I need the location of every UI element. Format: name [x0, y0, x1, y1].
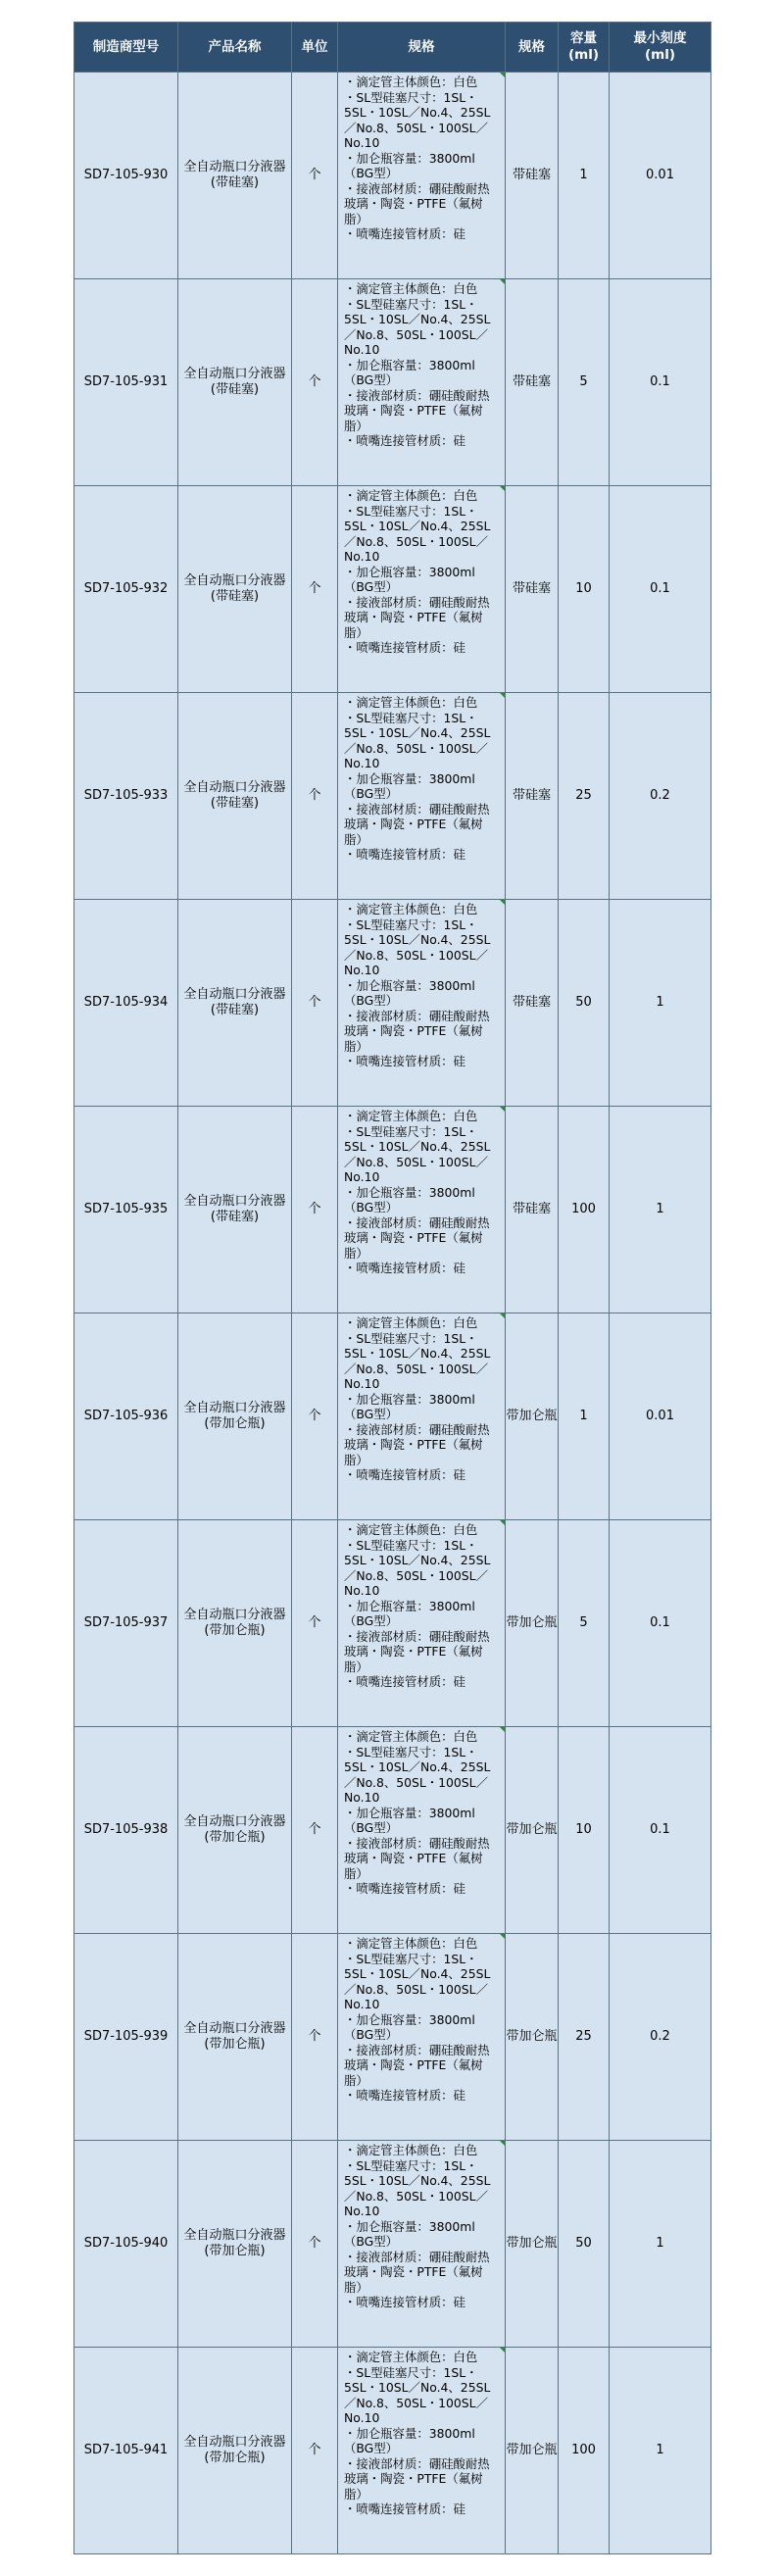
cell-capacity: 5: [559, 1520, 610, 1727]
product-name-line1: 全自动瓶口分液器: [183, 2228, 286, 2243]
spec-line: ・加仑瓶容量：3800ml（BG型）: [344, 2218, 475, 2249]
product-name-line2: (带加仑瓶): [204, 1830, 266, 1845]
cell-spec: [338, 693, 506, 900]
cell-capacity: 5: [559, 279, 610, 486]
cell-unit: 个: [292, 2141, 338, 2348]
cell-capacity: 50: [559, 900, 610, 1107]
cell-product-name: [178, 1107, 292, 1313]
cell-spec: [338, 279, 506, 486]
product-name-line2: (带加仑瓶): [204, 1623, 266, 1638]
cell-product-name: [178, 279, 292, 486]
cell-capacity: 50: [559, 2141, 610, 2348]
spec-line: ・SL型硅塞尺寸：1SL・5SL・10SL／No.4、25SL／No.8、50SL・100SL／No.10: [344, 1744, 491, 1805]
header-spec-type: 规格: [506, 23, 559, 73]
spec-line: ・喷嘴连接管材质：硅: [344, 640, 466, 655]
spec-line: ・滴定管主体颜色：白色: [344, 1109, 478, 1123]
spec-line: ・接液部材质：硼硅酸耐热玻璃・陶瓷・PTFE（氟树脂）: [344, 594, 490, 640]
spec-line: ・喷嘴连接管材质：硅: [344, 1054, 466, 1068]
table-row: [74, 2348, 711, 2554]
spec-line: ・SL型硅塞尺寸：1SL・5SL・10SL／No.4、25SL／No.8、50SL・100SL／No.10: [344, 89, 491, 150]
cell-spec: [338, 2348, 506, 2554]
spec-line: ・加仑瓶容量：3800ml（BG型）: [344, 150, 475, 180]
cell-min-scale: 1: [610, 1107, 711, 1313]
spec-line: ・喷嘴连接管材质：硅: [344, 847, 466, 862]
product-spec-table: [74, 22, 711, 2554]
cell-spec-type: 带硅塞: [506, 486, 559, 693]
cell-unit: 个: [292, 73, 338, 279]
cell-min-scale: 0.1: [610, 1520, 711, 1727]
spec-line: ・滴定管主体颜色：白色: [344, 1936, 478, 1951]
product-name-line1: 全自动瓶口分液器: [183, 160, 286, 174]
spec-line: ・加仑瓶容量：3800ml（BG型）: [344, 2011, 475, 2042]
cell-unit: 个: [292, 1934, 338, 2141]
spec-line: ・滴定管主体颜色：白色: [344, 902, 478, 916]
cell-min-scale: 1: [610, 2141, 711, 2348]
cell-model: SD7-105-930: [74, 73, 178, 279]
spec-line: ・SL型硅塞尺寸：1SL・5SL・10SL／No.4、25SL／No.8、50SL・100SL／No.10: [344, 2157, 491, 2218]
product-name-line2: (带硅塞): [210, 175, 260, 190]
cell-unit: 个: [292, 1107, 338, 1313]
header-model: 制造商型号: [74, 23, 178, 73]
cell-spec-type: 带加仑瓶: [506, 2348, 559, 2554]
cell-capacity: 10: [559, 1727, 610, 1934]
cell-spec-type: 带硅塞: [506, 1107, 559, 1313]
cell-product-name: [178, 1934, 292, 2141]
product-name-line1: 全自动瓶口分液器: [183, 2435, 286, 2450]
cell-product-name: [178, 693, 292, 900]
cell-min-scale: 1: [610, 2348, 711, 2554]
spec-line: ・SL型硅塞尺寸：1SL・5SL・10SL／No.4、25SL／No.8、50SL・100SL／No.10: [344, 2364, 491, 2425]
cell-spec: [338, 486, 506, 693]
cell-capacity: 25: [559, 693, 610, 900]
cell-min-scale: 0.1: [610, 279, 711, 486]
header-spec: 规格: [338, 23, 506, 73]
cell-model: SD7-105-941: [74, 2348, 178, 2554]
cell-unit: 个: [292, 1727, 338, 1934]
spec-line: ・喷嘴连接管材质：硅: [344, 226, 466, 241]
product-name-line2: (带加仑瓶): [204, 2037, 266, 2052]
table-row: [74, 486, 711, 693]
cell-product-name: [178, 2141, 292, 2348]
header-product-name: 产品名称: [178, 23, 292, 73]
cell-capacity: 10: [559, 486, 610, 693]
cell-spec: [338, 1520, 506, 1727]
cell-model: SD7-105-931: [74, 279, 178, 486]
spec-line: ・滴定管主体颜色：白色: [344, 2143, 478, 2157]
cell-product-name: [178, 900, 292, 1107]
cell-spec: [338, 2141, 506, 2348]
spec-line: ・SL型硅塞尺寸：1SL・5SL・10SL／No.4、25SL／No.8、50SL・100SL／No.10: [344, 1123, 491, 1184]
product-name-line2: (带硅塞): [210, 1003, 260, 1017]
spec-line: ・SL型硅塞尺寸：1SL・5SL・10SL／No.4、25SL／No.8、50SL・100SL／No.10: [344, 1951, 491, 2011]
spec-line: ・加仑瓶容量：3800ml（BG型）: [344, 770, 475, 801]
spec-line: ・滴定管主体颜色：白色: [344, 1522, 478, 1537]
table-row: [74, 693, 711, 900]
cell-spec-type: 带加仑瓶: [506, 1727, 559, 1934]
spec-line: ・滴定管主体颜色：白色: [344, 2350, 478, 2364]
cell-spec: [338, 1313, 506, 1520]
table-row: [74, 1313, 711, 1520]
cell-unit: 个: [292, 900, 338, 1107]
cell-spec-type: 带硅塞: [506, 693, 559, 900]
spec-line: ・加仑瓶容量：3800ml（BG型）: [344, 1391, 475, 1421]
product-name-line1: 全自动瓶口分液器: [183, 2021, 286, 2036]
header-unit: 单位: [292, 23, 338, 73]
spec-line: ・喷嘴连接管材质：硅: [344, 1881, 466, 1896]
cell-min-scale: 0.1: [610, 486, 711, 693]
cell-capacity: 1: [559, 1313, 610, 1520]
spec-line: ・加仑瓶容量：3800ml（BG型）: [344, 357, 475, 387]
spec-line: ・喷嘴连接管材质：硅: [344, 1261, 466, 1275]
cell-unit: 个: [292, 1313, 338, 1520]
spec-line: ・SL型硅塞尺寸：1SL・5SL・10SL／No.4、25SL／No.8、50SL・100SL／No.10: [344, 503, 491, 564]
cell-model: SD7-105-937: [74, 1520, 178, 1727]
spec-line: ・加仑瓶容量：3800ml（BG型）: [344, 564, 475, 594]
spec-line: ・接液部材质：硼硅酸耐热玻璃・陶瓷・PTFE（氟树脂）: [344, 1628, 490, 1674]
spec-line: ・滴定管主体颜色：白色: [344, 488, 478, 503]
spec-line: ・接液部材质：硼硅酸耐热玻璃・陶瓷・PTFE（氟树脂）: [344, 801, 490, 847]
cell-spec: [338, 900, 506, 1107]
spec-line: ・接液部材质：硼硅酸耐热玻璃・陶瓷・PTFE（氟树脂）: [344, 2042, 490, 2088]
spec-line: ・喷嘴连接管材质：硅: [344, 1467, 466, 1482]
cell-model: SD7-105-933: [74, 693, 178, 900]
spec-line: ・SL型硅塞尺寸：1SL・5SL・10SL／No.4、25SL／No.8、50SL・100SL／No.10: [344, 1537, 491, 1598]
spec-line: ・滴定管主体颜色：白色: [344, 74, 478, 89]
cell-min-scale: 0.2: [610, 693, 711, 900]
cell-model: SD7-105-935: [74, 1107, 178, 1313]
product-name-line2: (带硅塞): [210, 796, 260, 811]
cell-spec-type: 带加仑瓶: [506, 1313, 559, 1520]
cell-min-scale: 1: [610, 900, 711, 1107]
cell-unit: 个: [292, 486, 338, 693]
spec-line: ・SL型硅塞尺寸：1SL・5SL・10SL／No.4、25SL／No.8、50SL・100SL／No.10: [344, 916, 491, 977]
spec-line: ・接液部材质：硼硅酸耐热玻璃・陶瓷・PTFE（氟树脂）: [344, 1214, 490, 1261]
table-row: [74, 1934, 711, 2141]
cell-spec: [338, 1727, 506, 1934]
cell-model: SD7-105-936: [74, 1313, 178, 1520]
cell-min-scale: 0.1: [610, 1727, 711, 1934]
cell-spec: [338, 1107, 506, 1313]
spec-line: ・接液部材质：硼硅酸耐热玻璃・陶瓷・PTFE（氟树脂）: [344, 2249, 490, 2295]
product-name-line1: 全自动瓶口分液器: [183, 780, 286, 795]
table-row: [74, 1727, 711, 1934]
spec-line: ・喷嘴连接管材质：硅: [344, 1674, 466, 1689]
table-row: [74, 1107, 711, 1313]
cell-spec-type: 带硅塞: [506, 900, 559, 1107]
cell-unit: 个: [292, 2348, 338, 2554]
spec-line: ・接液部材质：硼硅酸耐热玻璃・陶瓷・PTFE（氟树脂）: [344, 1835, 490, 1881]
cell-model: SD7-105-939: [74, 1934, 178, 2141]
product-name-line1: 全自动瓶口分液器: [183, 573, 286, 588]
cell-spec: [338, 1934, 506, 2141]
cell-capacity: 1: [559, 73, 610, 279]
product-name-line2: (带加仑瓶): [204, 2244, 266, 2258]
cell-capacity: 25: [559, 1934, 610, 2141]
product-name-line1: 全自动瓶口分液器: [183, 987, 286, 1002]
spec-line: ・加仑瓶容量：3800ml（BG型）: [344, 2425, 475, 2455]
table-row: [74, 2141, 711, 2348]
cell-spec-type: 带硅塞: [506, 279, 559, 486]
cell-spec: [338, 73, 506, 279]
header-capacity: 容量 (ml): [559, 23, 610, 73]
cell-model: SD7-105-932: [74, 486, 178, 693]
spec-line: ・喷嘴连接管材质：硅: [344, 433, 466, 448]
product-name-line1: 全自动瓶口分液器: [183, 1401, 286, 1415]
spec-line: ・滴定管主体颜色：白色: [344, 281, 478, 296]
spec-line: ・喷嘴连接管材质：硅: [344, 2088, 466, 2103]
product-name-line1: 全自动瓶口分液器: [183, 1608, 286, 1622]
spec-line: ・SL型硅塞尺寸：1SL・5SL・10SL／No.4、25SL／No.8、50SL・100SL／No.10: [344, 1330, 491, 1391]
cell-capacity: 100: [559, 2348, 610, 2554]
cell-product-name: [178, 2348, 292, 2554]
cell-min-scale: 0.2: [610, 1934, 711, 2141]
cell-model: SD7-105-940: [74, 2141, 178, 2348]
cell-unit: 个: [292, 1520, 338, 1727]
cell-spec-type: 带加仑瓶: [506, 1934, 559, 2141]
cell-model: SD7-105-938: [74, 1727, 178, 1934]
cell-product-name: [178, 1727, 292, 1934]
spec-line: ・滴定管主体颜色：白色: [344, 695, 478, 710]
cell-unit: 个: [292, 693, 338, 900]
cell-product-name: [178, 73, 292, 279]
spec-line: ・喷嘴连接管材质：硅: [344, 2502, 466, 2516]
cell-capacity: 100: [559, 1107, 610, 1313]
table-row: [74, 73, 711, 279]
product-name-line2: (带加仑瓶): [204, 1416, 266, 1431]
product-name-line2: (带硅塞): [210, 589, 260, 604]
cell-min-scale: 0.01: [610, 1313, 711, 1520]
cell-product-name: [178, 486, 292, 693]
cell-product-name: [178, 1520, 292, 1727]
spec-line: ・接液部材质：硼硅酸耐热玻璃・陶瓷・PTFE（氟树脂）: [344, 387, 490, 433]
spec-line: ・滴定管主体颜色：白色: [344, 1315, 478, 1330]
cell-unit: 个: [292, 279, 338, 486]
spec-line: ・接液部材质：硼硅酸耐热玻璃・陶瓷・PTFE（氟树脂）: [344, 180, 490, 226]
spec-line: ・接液部材质：硼硅酸耐热玻璃・陶瓷・PTFE（氟树脂）: [344, 1421, 490, 1467]
product-name-line1: 全自动瓶口分液器: [183, 1814, 286, 1829]
cell-model: SD7-105-934: [74, 900, 178, 1107]
product-name-line2: (带加仑瓶): [204, 2451, 266, 2465]
cell-spec-type: 带加仑瓶: [506, 1520, 559, 1727]
cell-spec-type: 带加仑瓶: [506, 2141, 559, 2348]
spec-line: ・SL型硅塞尺寸：1SL・5SL・10SL／No.4、25SL／No.8、50SL・100SL／No.10: [344, 296, 491, 357]
table-row: [74, 279, 711, 486]
spec-line: ・加仑瓶容量：3800ml（BG型）: [344, 1184, 475, 1214]
product-name-line1: 全自动瓶口分液器: [183, 1194, 286, 1209]
cell-product-name: [178, 1313, 292, 1520]
spec-line: ・加仑瓶容量：3800ml（BG型）: [344, 1805, 475, 1835]
header-min-scale: 最小刻度 (ml): [610, 23, 711, 73]
spec-line: ・加仑瓶容量：3800ml（BG型）: [344, 977, 475, 1008]
spec-line: ・滴定管主体颜色：白色: [344, 1729, 478, 1744]
cell-spec-type: 带硅塞: [506, 73, 559, 279]
table-row: [74, 1520, 711, 1727]
spec-line: ・SL型硅塞尺寸：1SL・5SL・10SL／No.4、25SL／No.8、50SL・100SL／No.10: [344, 710, 491, 770]
product-name-line2: (带硅塞): [210, 382, 260, 397]
product-name-line2: (带硅塞): [210, 1210, 260, 1224]
header-row: [74, 23, 711, 73]
cell-min-scale: 0.01: [610, 73, 711, 279]
spec-line: ・接液部材质：硼硅酸耐热玻璃・陶瓷・PTFE（氟树脂）: [344, 2455, 490, 2502]
spec-line: ・接液部材质：硼硅酸耐热玻璃・陶瓷・PTFE（氟树脂）: [344, 1008, 490, 1054]
spec-line: ・加仑瓶容量：3800ml（BG型）: [344, 1598, 475, 1628]
table-row: [74, 900, 711, 1107]
product-name-line1: 全自动瓶口分液器: [183, 367, 286, 381]
spec-line: ・喷嘴连接管材质：硅: [344, 2295, 466, 2309]
